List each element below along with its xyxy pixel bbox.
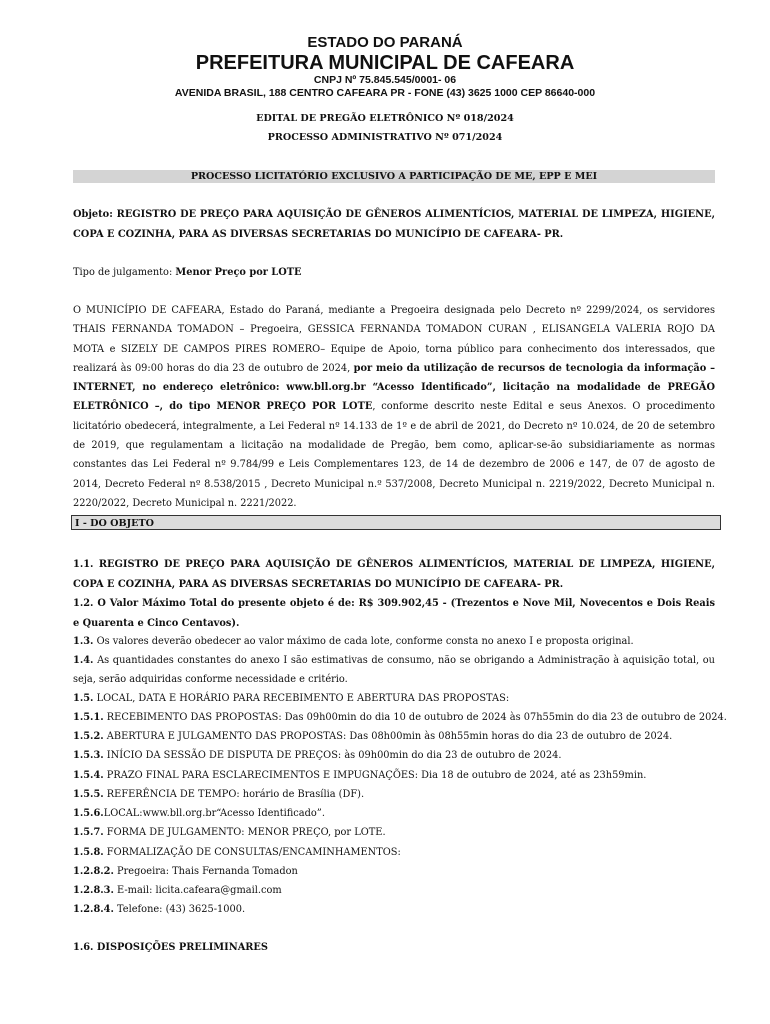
edital-number: EDITAL DE PREGÃO ELETRÔNICO Nº 018/2024 [256, 113, 514, 124]
cnpj-line: CNPJ Nº 75.845.545/0001- 06 [313, 74, 457, 86]
item-1-5-6: 1.5.6.LOCAL:www.bll.org.br“Acesso Identificado”. [73, 808, 325, 819]
section-1-title: I - DO OBJETO [71, 515, 721, 530]
objeto-paragraph [73, 205, 715, 245]
objeto-text: REGISTRO DE PREÇO PARA AQUISIÇÃO DE GÊNEROS ALIMENTÍCIOS, MATERIAL DE LIMPEZA, HIGIENE, COPA E COZINHA, PARA AS DIVERSAS SECRETARIAS DO MUNICÍPIO DE CAFEARA- PR. [73, 209, 715, 240]
item-1-5-7: 1.5.7. FORMA DE JULGAMENTO: MENOR PREÇO, por LOTE. [73, 827, 386, 838]
intro-text-1: O MUNICÍPIO DE CAFEARA, Estado do Paraná, mediante a Pregoeira designada pelo Decreto nº 2299/2024, os servidores THAIS FERNANDA TOMADON – Pregoeira, GESSICA FERNANDA TOMADON CURAN , ELISANGELA VALERIA ROJO DA MOTA e SIZELY DE CAMPOS PIRES ROMERO– Equipe de Apoio, torna público para conhecimento dos interessados, que realizará às 09:00 horas do dia 23 de outubro de 2024, [73, 305, 715, 374]
intro-bold-text: por meio da utilização de recursos de tecnologia da informação – INTERNET, no endereço eletrônico: www.bll.org.br “Acesso Identificado”, licitação na modalidade de PREGÃO ELETRÔNICO –, do tipo MENOR PREÇO POR LOTE [73, 362, 715, 413]
intro-text-2: , conforme descrito neste Edital e seus Anexos. O procedimento licitatório obedecerá, integralmente, a Lei Federal nº 14.133 de 1º e de abril de 2021, do Decreto nº 10.024, de 20 de setembro de 2019, que regulamentam a licitação na modalidade de Pregão, bem como, aplicar-se-ão subsidiariamente as normas constantes das Lei Federal nº 9.784/99 e Leis Complementares 123, de 14 de dezembro de 2006 e 147, de 07 de agosto de 2014, Decreto Federal nº 8.538/2015 , Decreto Municipal n.º 537/2008, Decreto Municipal n. 2219/2022, Decreto Municipal n. 2220/2022, Decreto Municipal n. 2221/2022. [73, 401, 715, 509]
item-1-2-8-4: 1.2.8.4. Telefone: (43) 3625-1000. [73, 904, 246, 915]
item-1-3: 1.3. Os valores deverão obedecer ao valor máximo de cada lote, conforme consta no anexo I e proposta original. [73, 636, 634, 647]
municipality-title: PREFEITURA MUNICIPAL DE CAFEARA [195, 52, 575, 74]
state-heading: ESTADO DO PARANÁ [307, 34, 463, 51]
item-1-4: 1.4. As quantidades constantes do anexo I são estimativas de consumo, não se obrigando a Administração à aquisição total, ou seja, serão adquiridas conforme necessidade e critério. [73, 655, 715, 686]
item-1-5: 1.5. LOCAL, DATA E HORÁRIO PARA RECEBIMENTO E ABERTURA DAS PROPOSTAS: [73, 693, 510, 704]
section-1-6-title: 1.6. DISPOSIÇÕES PRELIMINARES [73, 942, 268, 953]
item-1-5-3: 1.5.3. INÍCIO DA SESSÃO DE DISPUTA DE PREÇOS: às 09h00min do dia 23 de outubro de 2024. [73, 750, 562, 761]
item-1-5-4: 1.5.4. PRAZO FINAL PARA ESCLARECIMENTOS E IMPUGNAÇÕES: Dia 18 de outubro de 2024, até as 23h59min. [73, 770, 647, 781]
item-1-5-5: 1.5.5. REFERÊNCIA DE TEMPO: horário de Brasília (DF). [73, 789, 365, 800]
item-1-1: 1.1. REGISTRO DE PREÇO PARA AQUISIÇÃO DE GÊNEROS ALIMENTÍCIOS, MATERIAL DE LIMPEZA, HIGIENE, COPA E COZINHA, PARA AS DIVERSAS SECRETARIAS DO MUNICÍPIO DE CAFEARA- PR. [73, 559, 715, 590]
julgamento-value: Menor Preço por LOTE [175, 267, 302, 278]
item-1-5-1: 1.5.1. RECEBIMENTO DAS PROPOSTAS: Das 09h00min do dia 10 de outubro de 2024 às 07h55min do dia 23 de outubro de 2024. [73, 712, 727, 723]
processo-number: PROCESSO ADMINISTRATIVO Nº 071/2024 [267, 132, 503, 143]
intro-paragraph [73, 301, 715, 513]
objeto-label: Objeto: [73, 209, 113, 220]
julgamento-line [73, 263, 715, 282]
item-1-5-8: 1.5.8. FORMALIZAÇÃO DE CONSULTAS/ENCAMINHAMENTOS: [73, 847, 401, 858]
address-line: AVENIDA BRASIL, 188 CENTRO CAFEARA PR - FONE (43) 3625 1000 CEP 86640-000 [174, 87, 596, 99]
item-1-2-8-3: 1.2.8.3. E-mail: licita.cafeara@gmail.com [73, 885, 282, 896]
exclusive-banner: PROCESSO LICITATÓRIO EXCLUSIVO A PARTICIPAÇÃO DE ME, EPP E MEI [73, 170, 715, 183]
item-1-2: 1.2. O Valor Máximo Total do presente objeto é de: R$ 309.902,45 - (Trezentos e Nove Mil, Novecentos e Dois Reais e Quarenta e Cinco Centavos). [73, 598, 715, 629]
item-1-5-2: 1.5.2. ABERTURA E JULGAMENTO DAS PROPOSTAS: Das 08h00min às 08h55min horas do dia 23 de outubro de 2024. [73, 731, 673, 742]
julgamento-label: Tipo de julgamento: [73, 267, 176, 278]
item-1-2-8-2: 1.2.8.2. Pregoeira: Thais Fernanda Tomadon [73, 866, 298, 877]
